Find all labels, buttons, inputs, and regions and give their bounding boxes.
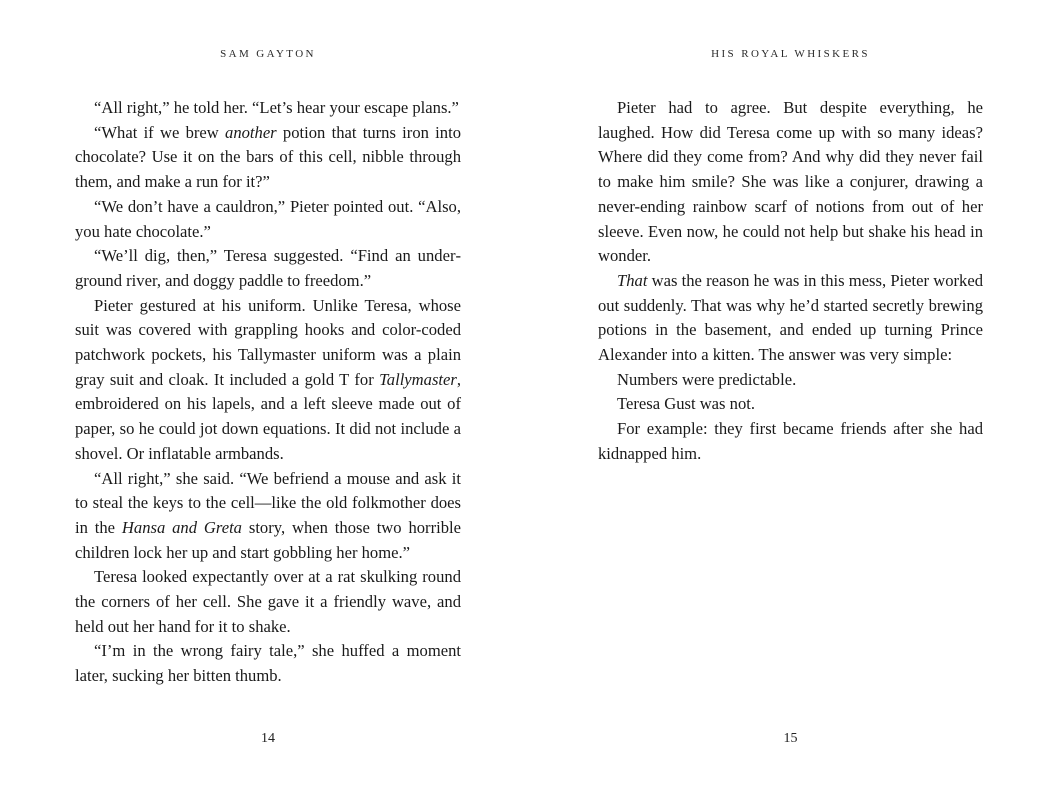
italic-run: That [617, 270, 648, 290]
paragraph [598, 417, 983, 466]
text-run: “All right,” she said. “We befriend a mouse and ask it to steal the keys to the cell—like the old folkmother does in the [75, 468, 461, 537]
page-number: 15 [783, 731, 798, 746]
paragraph [598, 368, 983, 393]
paragraph [75, 467, 461, 566]
paragraph [598, 392, 983, 417]
paragraph [75, 96, 461, 121]
text-run: “We’ll dig, then,” Teresa suggested. “Find an underground river, and doggy paddle to freedom.” [75, 246, 461, 290]
italic-run: Tallymaster [379, 369, 457, 389]
paragraph [75, 565, 461, 639]
left-page-text [75, 96, 461, 689]
text-run: potion that turns iron into chocolate? Use it on the bars of this cell, nibble through them, and make a run for it?” [75, 122, 461, 192]
running-head-title: HIS ROYAL WHISKERS [711, 48, 870, 60]
right-page [598, 0, 983, 799]
text-run: “What if we brew [94, 122, 226, 142]
left-page [75, 0, 461, 799]
text-run: Pieter had to agree. But despite everything, he laughed. How did Teresa come up with so many ideas? Where did they come from? And why did they never fail to make him smile? She was like a conjurer, drawing a never-ending rainbow scarf of notions from out of her sleeve. Even now, he could not help but shake his head in wonder. [598, 98, 983, 266]
italic-run: Hansa and Greta [121, 517, 242, 537]
text-run: “All right,” he told her. “Let’s hear your escape plans.” [94, 98, 459, 117]
right-page-text [598, 96, 983, 467]
text-run: , embroidered on his lapels, and a left sleeve made out of paper, so he could jot down equations. It did not include a shovel. Or inflatable armbands. [75, 369, 461, 463]
italic-run: another [225, 122, 277, 142]
text-run: Pieter gestured at his uniform. Unlike Teresa, whose suit was covered with grappling hooks and color-coded patchwork pockets, his Tallymaster uniform was a plain gray suit and cloak. It included a gold T for [75, 295, 461, 389]
text-run: Teresa looked expectantly over at a rat skulking round the corners of her cell. She gave it a friendly wave, and held out her hand for it to shake. [75, 567, 461, 636]
paragraph [75, 294, 461, 467]
text-run: For example: they first became friends after she had kidnapped him. [598, 419, 983, 463]
text-run: Numbers were predictable. [617, 369, 797, 389]
running-head-author: SAM GAYTON [220, 48, 316, 60]
paragraph [75, 244, 461, 293]
text-run: Teresa Gust was not. [617, 394, 756, 414]
text-run: story, when those two horrible children lock her up and start gobbling her home.” [75, 517, 461, 562]
paragraph [598, 269, 983, 368]
paragraph [598, 96, 983, 269]
text-run: was the reason he was in this mess, Pieter worked out suddenly. That was why he’d started secretly brewing potions in the basement, and ended up turning Prince Alexander into a kitten. The answer was very simple: [598, 270, 983, 365]
text-run: “I’m in the wrong fairy tale,” she huffed a moment later, sucking her bitten thumb. [75, 641, 461, 686]
paragraph [75, 639, 461, 688]
paragraph [75, 195, 461, 244]
paragraph [75, 121, 461, 195]
text-run: “We don’t have a cauldron,” Pieter pointed out. “Also, you hate chocolate.” [75, 196, 461, 241]
page-number: 14 [261, 731, 275, 746]
